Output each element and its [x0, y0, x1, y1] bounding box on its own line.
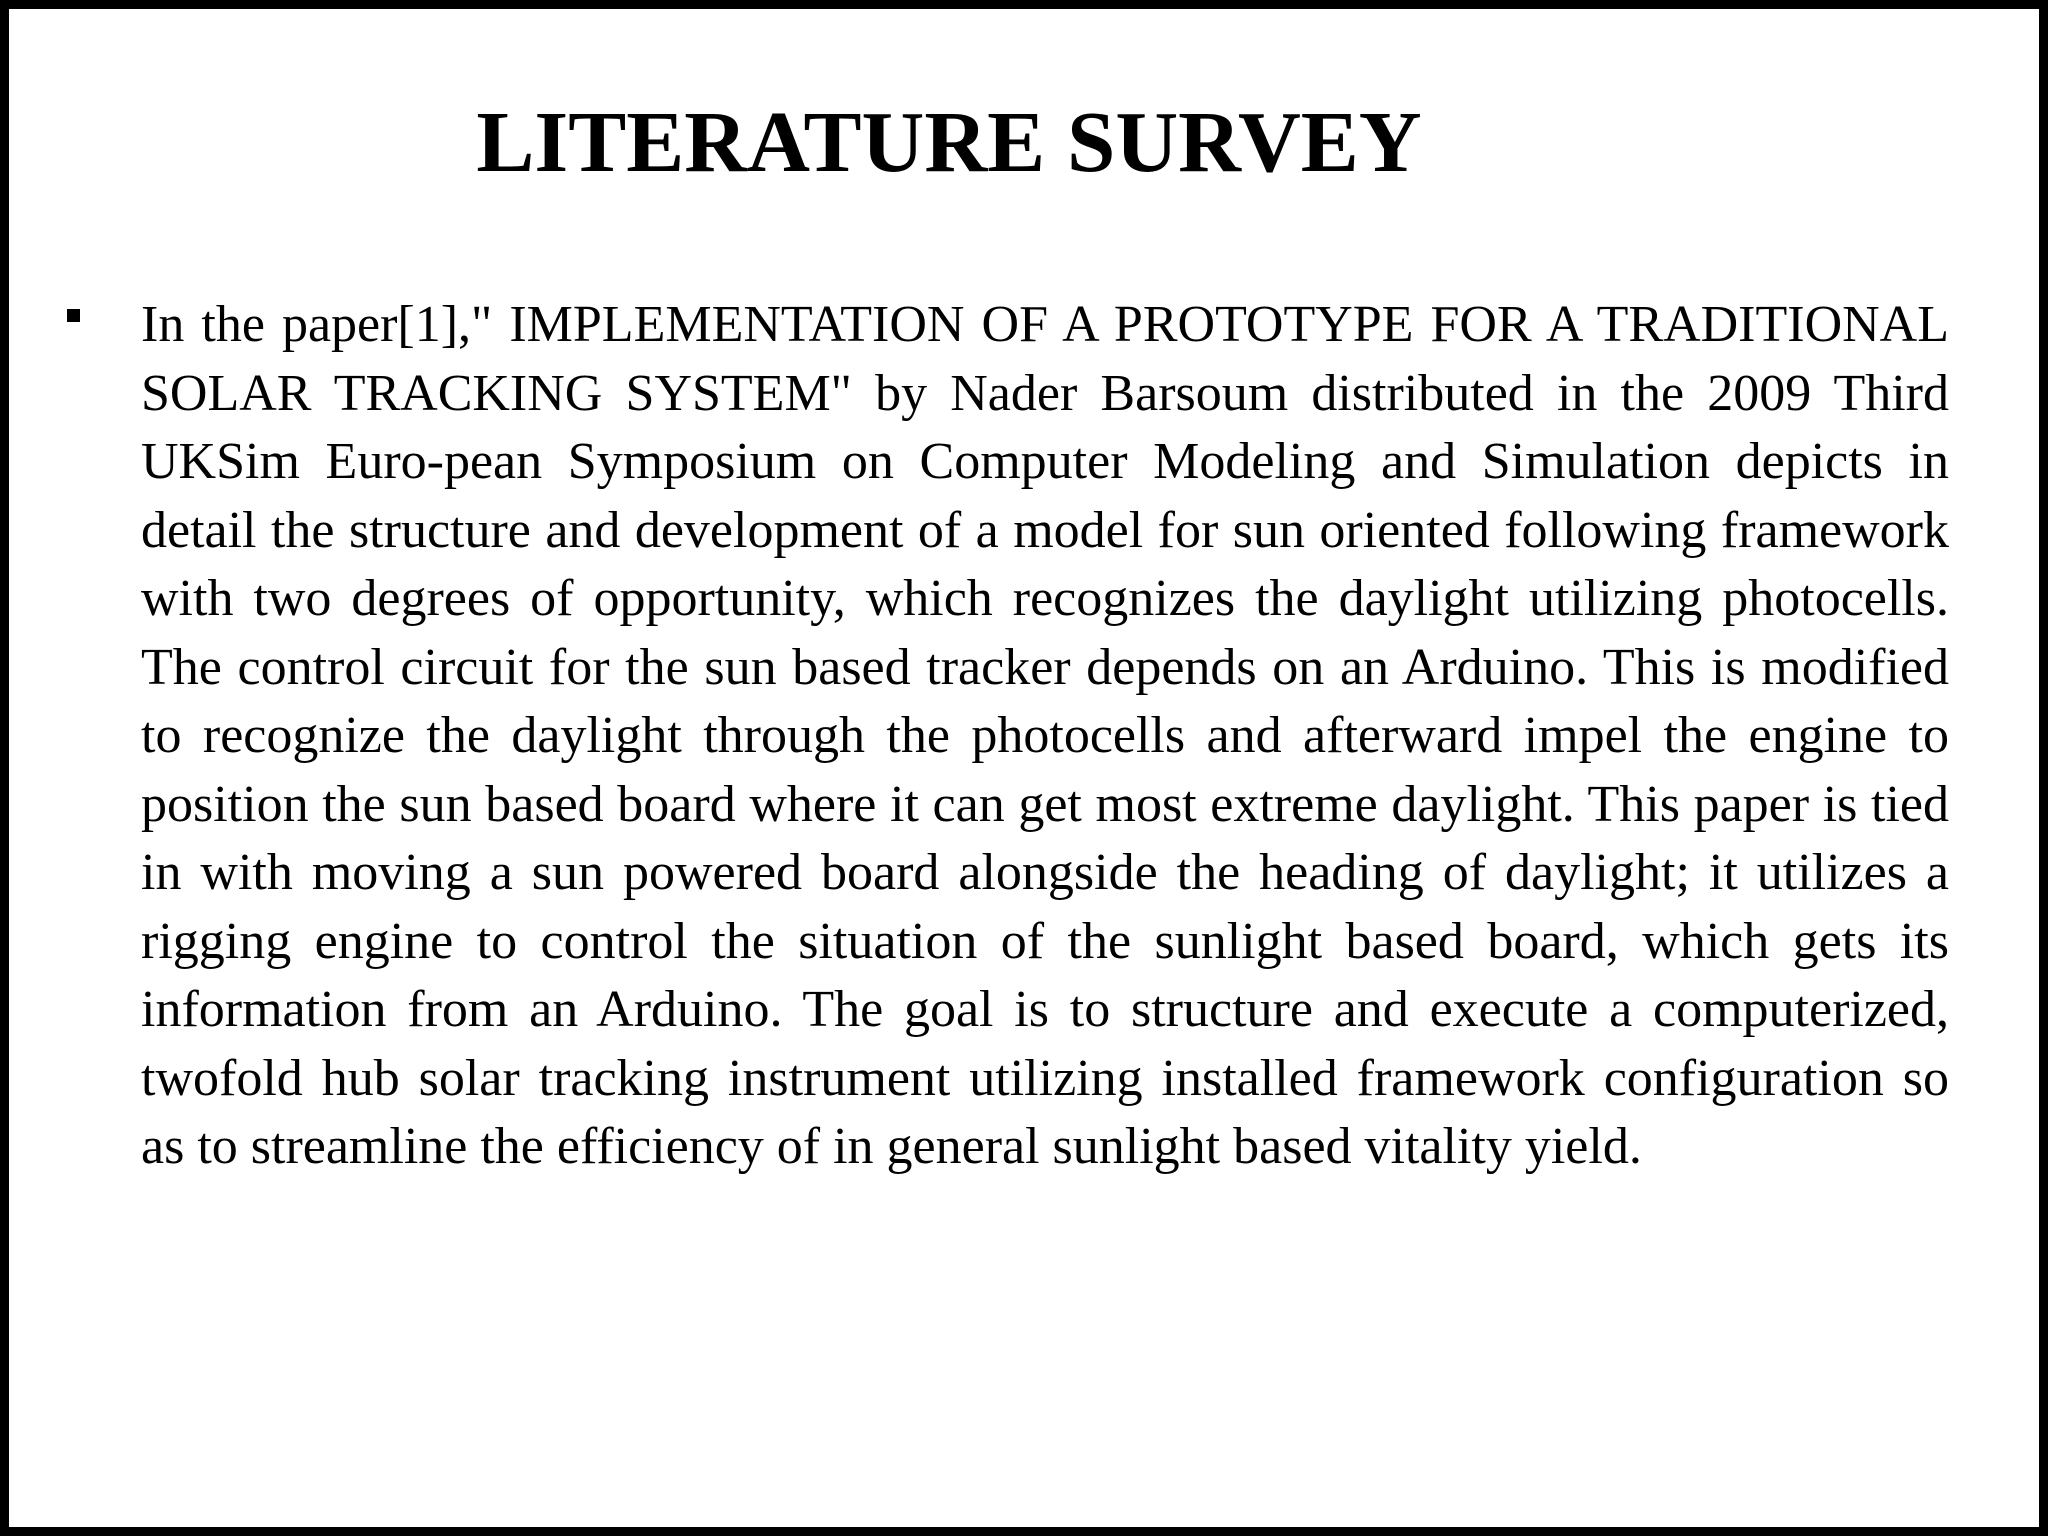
slide-title: LITERATURE SURVEY: [476, 93, 1422, 190]
bullet-text: In the paper[1]," IMPLEMENTATION OF A PROTOTYPE FOR A TRADITIONAL SOLAR TRACKING SYSTEM" by Nader Barsoum distributed in the 2009 Third UKSim Euro-pean Symposium on Computer Modeling and Simulation depicts in detail the structure and development of a model for sun oriented following framework with two degrees of opportunity, which recognizes the daylight utilizing photocells. The control circuit for the sun based tracker depends on an Arduino. This is modified to recognize the daylight through the photocells and afterward impel the engine to position the sun based board where it can get most extreme daylight. This paper is tied in with moving a sun powered board alongside the heading of daylight; it utilizes a rigging engine to control the situation of the sunlight based board, which gets its information from an Arduino. The goal is to structure and execute a computerized, twofold hub solar tracking instrument utilizing installed framework configuration so as to streamline the efficiency of in general sunlight based vitality yield.: [141, 296, 1949, 1175]
square-bullet-icon: [67, 309, 80, 322]
